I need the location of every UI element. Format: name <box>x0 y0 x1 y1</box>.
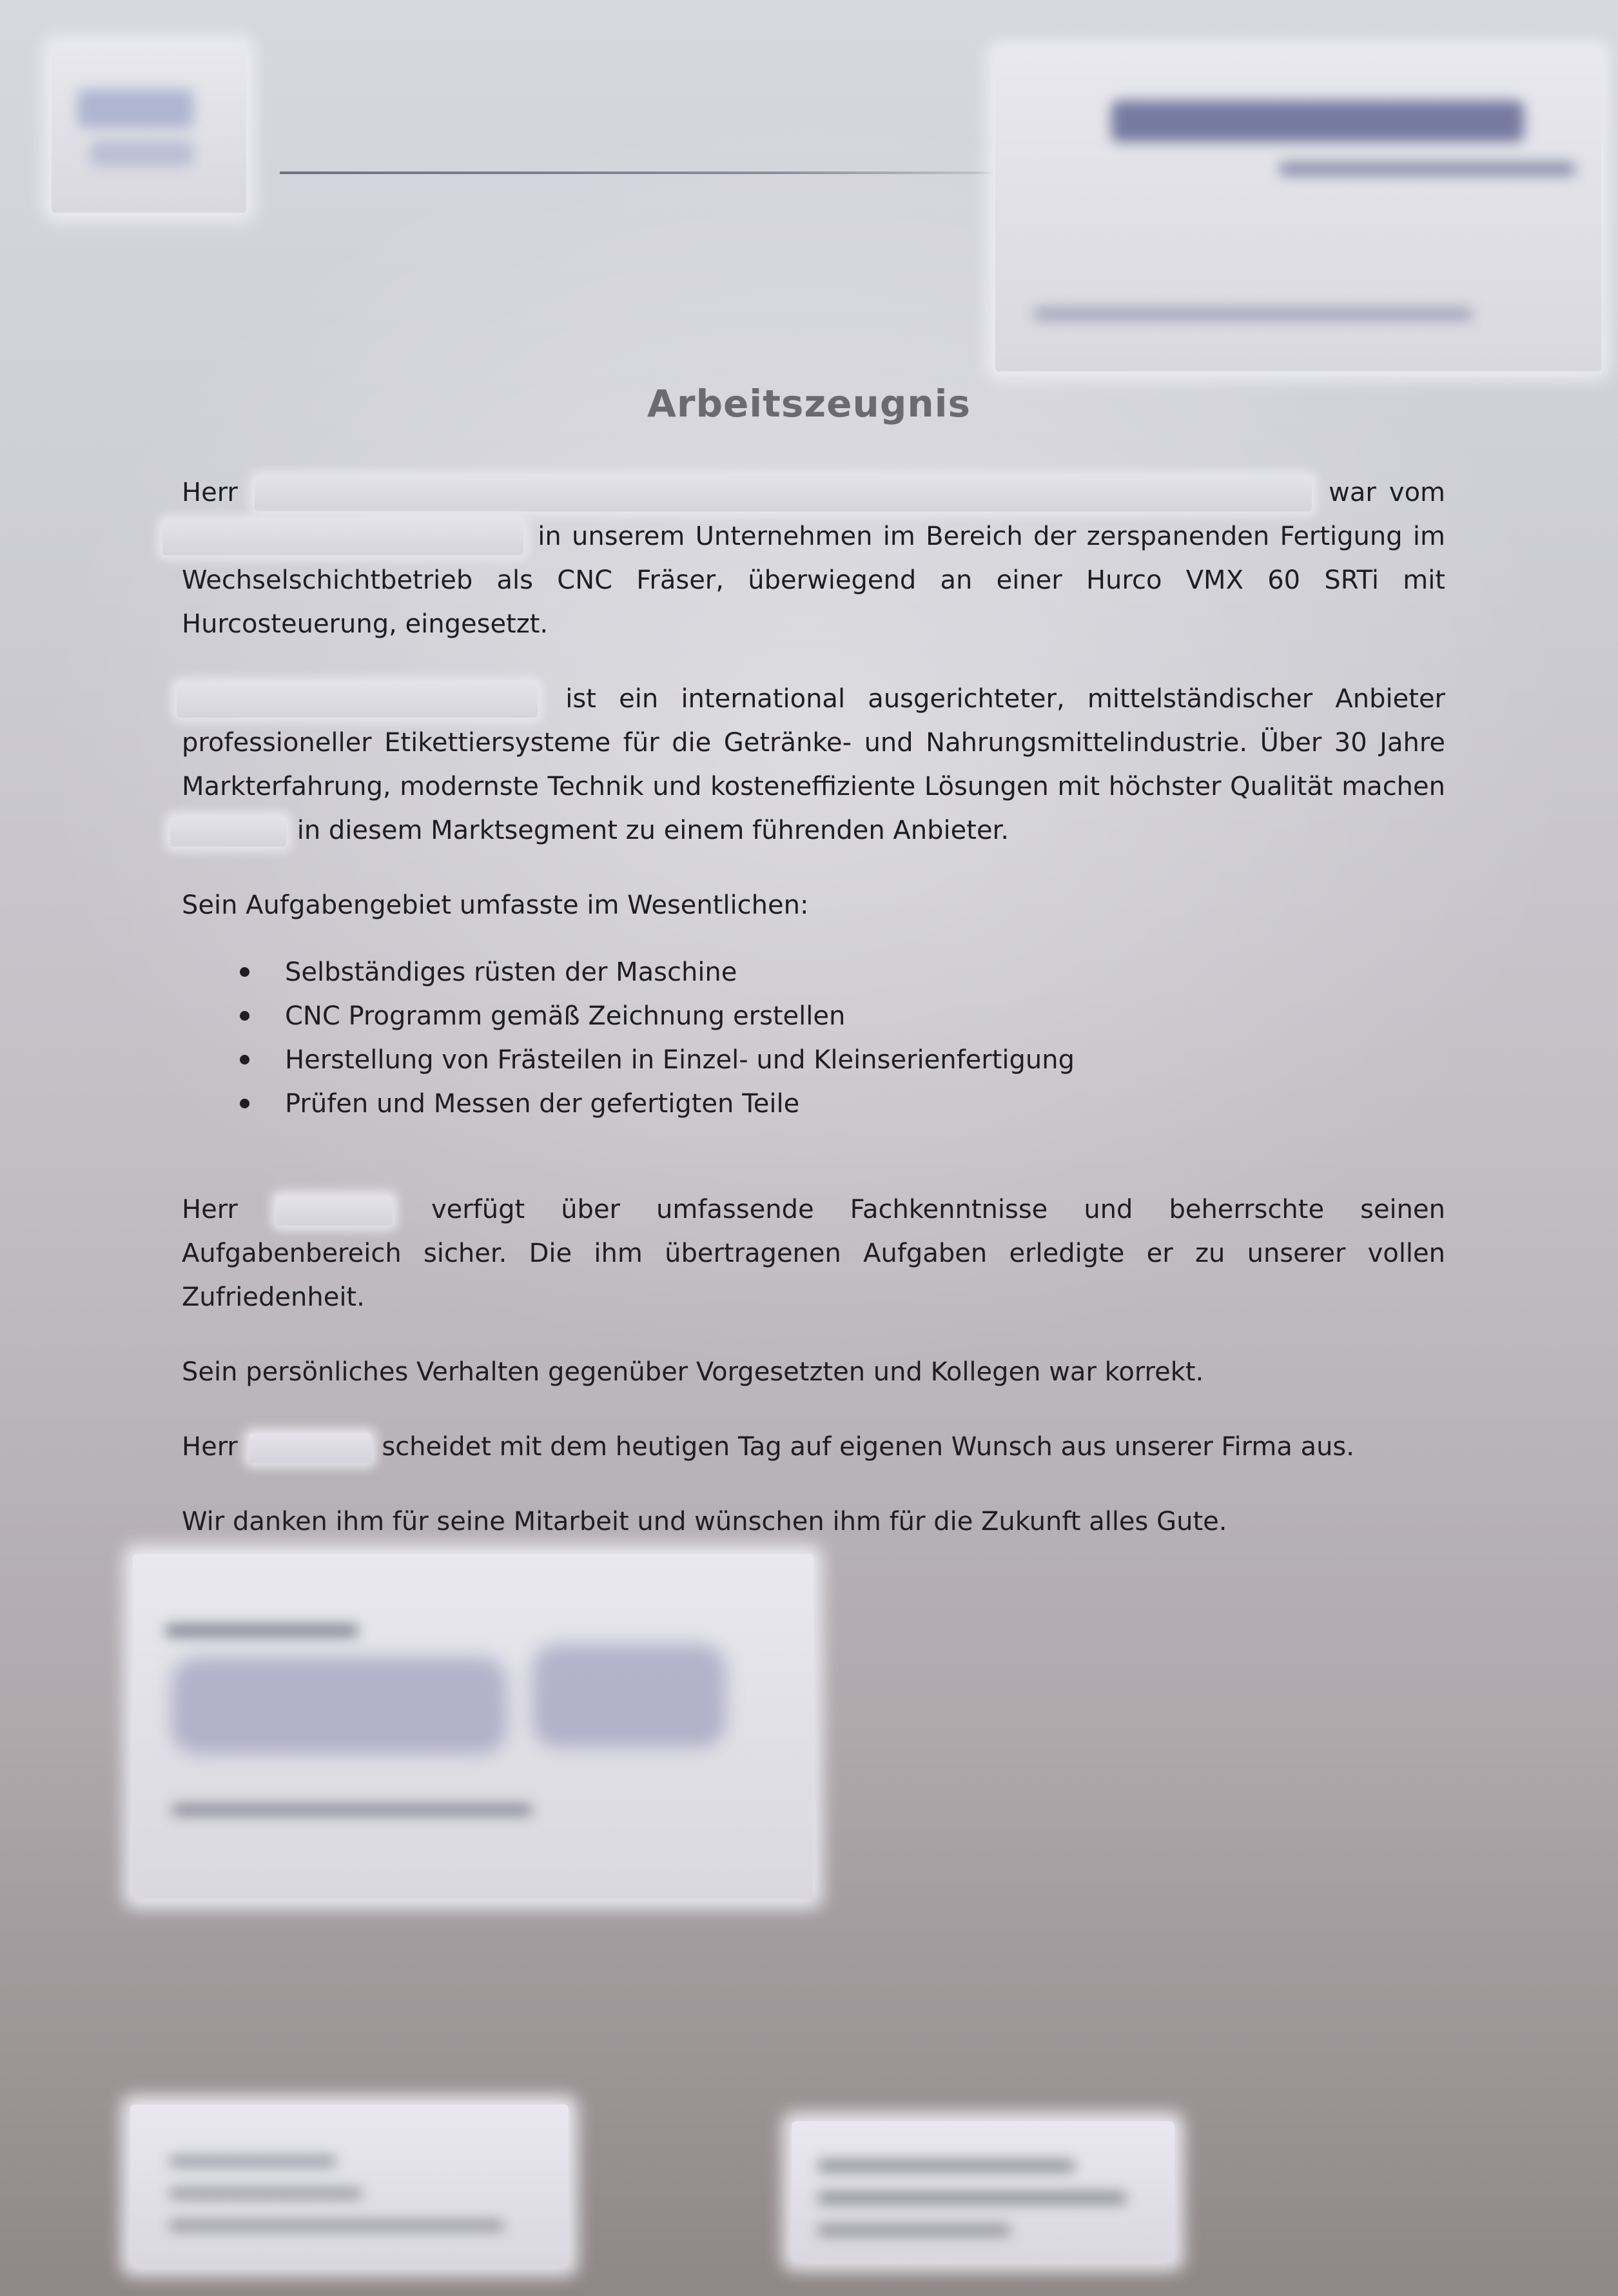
skills-paragraph <box>182 1188 1445 1319</box>
skills-salutation: Herr <box>182 1195 238 1224</box>
intro-salutation: Herr <box>182 478 238 507</box>
redacted-employee-surname <box>249 1433 371 1463</box>
document-body <box>182 471 1445 1575</box>
redacted-footer-right <box>792 2121 1175 2262</box>
intro-paragraph <box>182 471 1445 646</box>
company-text-part1: ist ein international ausgerichteter, mittelständischer Anbieter professioneller Etikettiersysteme für die Getränke- und Nahrungsmittelindustrie. Über 30 Jahre Markterfahrung, modernste Technik und kosteneffiziente Lösungen mit höchster Qualität machen <box>182 684 1446 801</box>
bullet-dot-icon <box>240 1099 249 1108</box>
task-item <box>240 950 1445 994</box>
tasks-heading: Sein Aufgabengebiet umfasste im Wesentlichen: <box>182 890 809 920</box>
redacted-footer-left <box>130 2105 569 2267</box>
task-item <box>240 994 1445 1038</box>
conduct-paragraph: Sein persönliches Verhalten gegenüber Vorgesetzten und Kollegen war korrekt. <box>182 1357 1204 1387</box>
bullet-dot-icon <box>240 967 249 977</box>
company-paragraph <box>182 677 1445 852</box>
bullet-dot-icon <box>240 1055 249 1065</box>
redacted-company-name <box>177 683 538 718</box>
departure-text: scheidet mit dem heutigen Tag auf eigenen Wunsch aus unserer Firma aus. <box>382 1432 1354 1462</box>
bullet-dot-icon <box>240 1011 249 1021</box>
company-text-part2: in diesem Marktsegment zu einem führenden Anbieter. <box>297 816 1009 845</box>
redacted-employee-surname <box>277 1196 393 1226</box>
task-item <box>240 1082 1445 1126</box>
departure-paragraph <box>182 1425 1445 1469</box>
redacted-employment-dates <box>162 520 523 555</box>
intro-continuation: in unserem Unternehmen im Bereich der zerspanenden Fertigung im Wechselschichtbetrieb als CNC Fräser, überwiegend an einer Hurco VMX 60 SRTi mit Hurcosteuerung, eingesetzt. <box>182 522 1446 639</box>
task-text: Prüfen und Messen der gefertigten Teile <box>285 1089 800 1119</box>
intro-after-name: war vom <box>1329 478 1446 507</box>
redacted-signature-block <box>133 1554 814 1899</box>
task-text: CNC Programm gemäß Zeichnung erstellen <box>285 1001 846 1031</box>
document-title: Arbeitszeugnis <box>647 382 971 426</box>
closing-paragraph: Wir danken ihm für seine Mitarbeit und wünschen ihm für die Zukunft alles Gute. <box>182 1507 1227 1536</box>
redacted-logo <box>52 44 246 213</box>
redacted-company-short-name <box>170 817 286 847</box>
redacted-company-address <box>995 49 1601 371</box>
task-text: Selbständiges rüsten der Maschine <box>285 957 737 987</box>
skills-text: verfügt über umfassende Fachkenntnisse und beherrschte seinen Aufgabenbereich sicher. Die ihm übertragenen Aufgaben erledigte er zu unserer vollen Zufriedenheit. <box>182 1195 1445 1312</box>
header-rule <box>280 172 993 174</box>
redacted-employee-name <box>255 476 1312 511</box>
task-item <box>240 1038 1445 1082</box>
tasks-list <box>182 950 1445 1126</box>
departure-salutation: Herr <box>182 1432 238 1462</box>
task-text: Herstellung von Frästeilen in Einzel- und Kleinserienfertigung <box>285 1045 1075 1075</box>
